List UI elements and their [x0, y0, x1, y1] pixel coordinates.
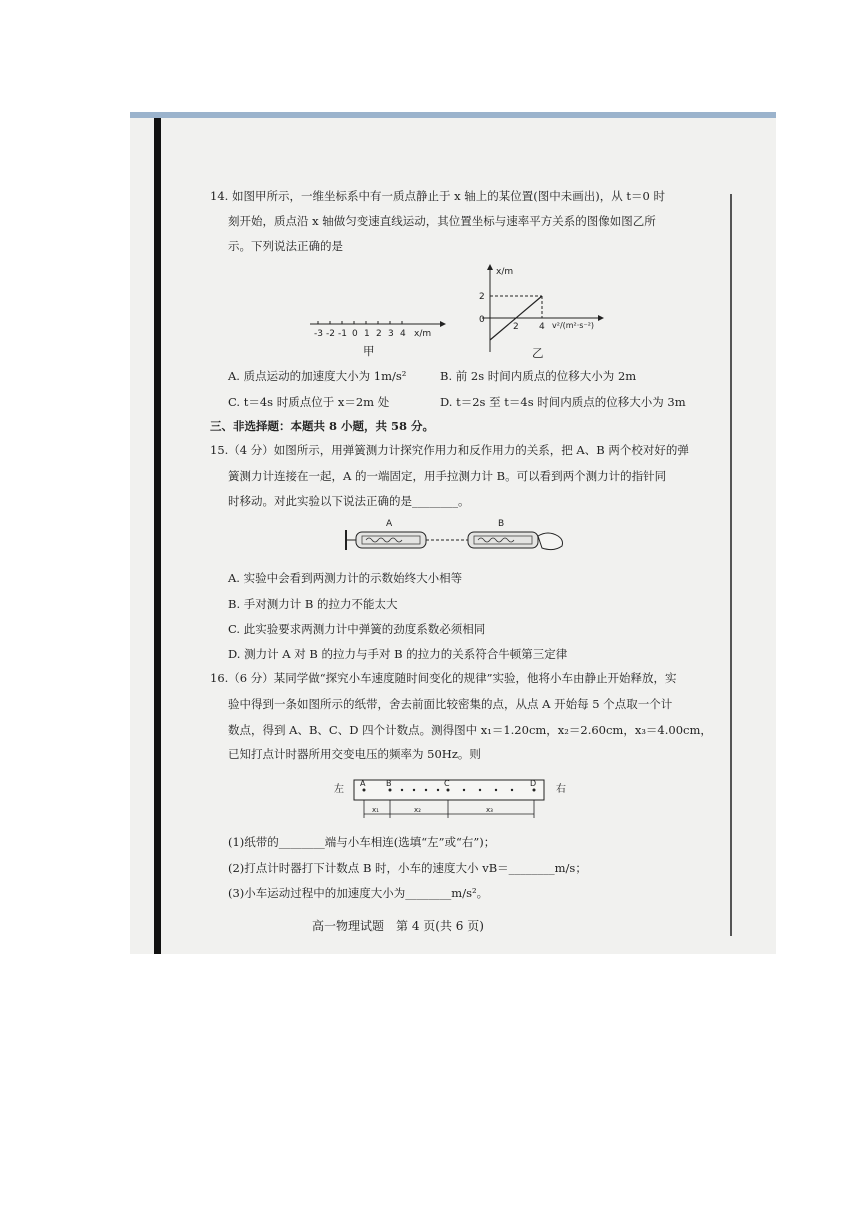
q15-line-2: 簧测力计连接在一起，A 的一端固定，用手拉测力计 B。可以看到两个测力计的指针同: [228, 469, 667, 483]
q14-option-d: D. t＝2s 至 t＝4s 时间内质点的位移大小为 3m: [440, 395, 686, 409]
q14-line-3: 示。下列说法正确的是: [228, 239, 343, 253]
scale-a-label: A: [386, 519, 393, 529]
yi-origin: 0: [479, 315, 485, 325]
figure-jia-number-line: [300, 302, 450, 352]
figure-yi-graph: [470, 262, 620, 362]
q16-subquestion-2: (2)打点计时器打下计数点 B 时，小车的速度大小 vB＝________m/s；: [228, 861, 587, 875]
q16-line-3: 数点，得到 A、B、C、D 四个计数点。测得图中 x₁＝1.20cm，x₂＝2.60cm，x₃＝4.00cm，: [228, 723, 712, 737]
q16-subquestion-1: (1)纸带的________端与小车相连(选填“左”或“右”)；: [228, 835, 496, 849]
scan-top-edge: [130, 112, 776, 118]
page-footer: 高一物理试题 第 4 页(共 6 页): [312, 919, 484, 933]
q16-subquestion-3: (3)小车运动过程中的加速度大小为________m/s²。: [228, 886, 489, 900]
q14-option-c: C. t＝4s 时质点位于 x＝2m 处: [228, 395, 390, 409]
jia-tick: -2: [326, 329, 335, 339]
scale-b-label: B: [498, 519, 505, 529]
tape-right-label: 右: [556, 784, 566, 795]
tape-point-a: A: [360, 779, 366, 788]
tape-point-d: D: [530, 779, 537, 788]
scanned-exam-page: [130, 112, 776, 954]
q15-line-3: 时移动。对此实验以下说法正确的是________。: [228, 494, 470, 508]
q14-line-1: 14. 如图甲所示，一维坐标系中有一质点静止于 x 轴上的某位置(图中未画出)，从 t＝0 时: [210, 189, 665, 203]
figure-yi-caption: 乙: [532, 346, 544, 360]
jia-axis-label: x/m: [414, 329, 432, 339]
scan-margin-line: [730, 194, 732, 936]
q16-line-2: 验中得到一条如图所示的纸带，舍去前面比较密集的点，从点 A 开始每 5 个点取一个计: [228, 697, 673, 711]
q14-option-a: A. 质点运动的加速度大小为 1m/s²: [228, 369, 407, 383]
tape-x1-label: x₁: [372, 806, 379, 814]
figure-paper-tape: [330, 772, 580, 828]
tape-x3-label: x₃: [486, 806, 493, 814]
q16-line-1: 16.（6 分）某同学做“探究小车速度随时间变化的规律”实验，他将小车由静止开始释放，实: [210, 671, 677, 685]
scan-binding-edge: [154, 118, 161, 954]
jia-tick: 3: [388, 329, 394, 339]
jia-tick: -3: [314, 329, 323, 339]
tape-left-label: 左: [334, 784, 344, 795]
q15-option-c: C. 此实验要求两测力计中弹簧的劲度系数必须相同: [228, 622, 486, 636]
q14-line-2: 刻开始，质点沿 x 轴做匀变速直线运动，其位置坐标与速率平方关系的图像如图乙所: [228, 214, 656, 228]
yi-xtick: 2: [513, 322, 519, 332]
q15-line-1: 15.（4 分）如图所示，用弹簧测力计探究作用力和反作用力的关系，把 A、B 两个校对好的弹: [210, 443, 689, 457]
jia-tick: 2: [376, 329, 382, 339]
q14-option-b: B. 前 2s 时间内质点的位移大小为 2m: [440, 369, 637, 383]
yi-ylabel: x/m: [496, 267, 514, 277]
yi-xtick: 4: [539, 322, 545, 332]
q16-line-4: 已知打点计时器所用交变电压的频率为 50Hz。则: [228, 747, 481, 761]
yi-xlabel: v²/(m²·s⁻²): [552, 321, 595, 330]
tape-x2-label: x₂: [414, 806, 421, 814]
q15-option-a: A. 实验中会看到两测力计的示数始终大小相等: [228, 571, 463, 585]
tape-point-c: C: [444, 779, 450, 788]
q15-option-b: B. 手对测力计 B 的拉力不能太大: [228, 597, 398, 611]
figure-jia-caption: 甲: [363, 344, 375, 358]
tape-point-b: B: [386, 779, 392, 788]
yi-ytick: 2: [479, 292, 485, 302]
hand-icon: [538, 533, 563, 550]
jia-tick: 0: [352, 329, 358, 339]
jia-tick: 4: [400, 329, 406, 339]
jia-tick: -1: [338, 329, 347, 339]
section-3-heading: 三、非选择题：本题共 8 小题，共 58 分。: [210, 419, 435, 433]
jia-tick: 1: [364, 329, 370, 339]
figure-spring-scales: [340, 514, 570, 558]
q15-option-d: D. 测力计 A 对 B 的拉力与手对 B 的拉力的关系符合牛顿第三定律: [228, 647, 568, 661]
